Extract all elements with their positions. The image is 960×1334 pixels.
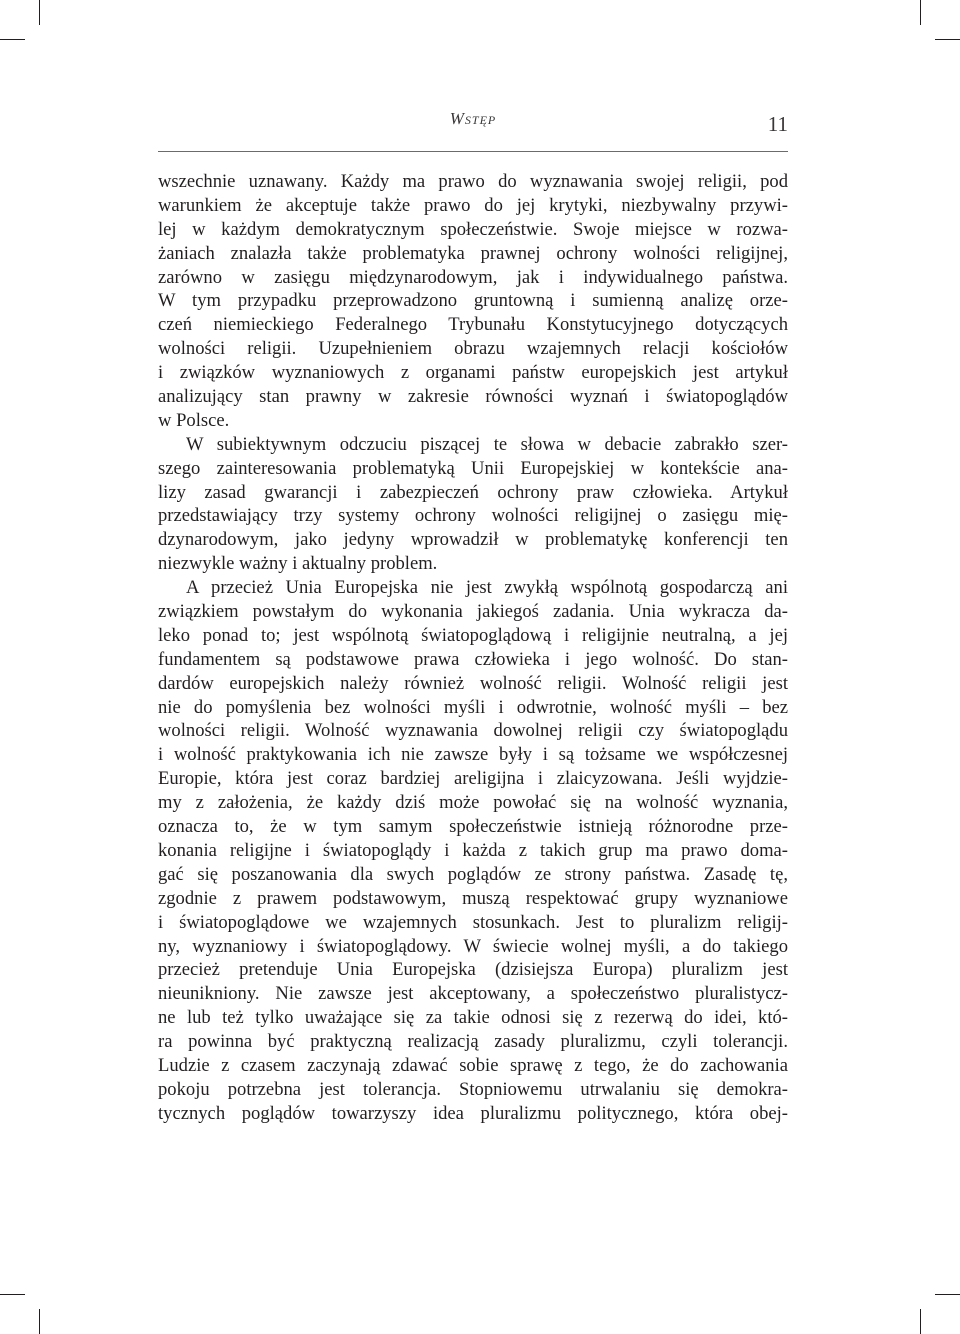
text-line: i związków wyznaniowych z organami państw europejskich jest artykuł [158, 362, 788, 384]
text-line: w Polsce. [158, 409, 230, 431]
text-line: zarówno w zasięgu międzynarodowym, jak i indywidualnego państwa. [158, 266, 788, 288]
crop-mark [39, 0, 40, 25]
header-rule [158, 151, 788, 152]
text-line: czeń niemieckiego Federalnego Trybunału Konstytucyjnego dotyczących [158, 314, 788, 336]
text-line: i światopoglądowe we wzajemnych stosunkach. Jest to pluralizm religij- [158, 911, 788, 933]
text-line: tycznych poglądów towarzyszy idea pluralizmu politycznego, która obej- [158, 1102, 788, 1124]
text-line: wszechnie uznawany. Każdy ma prawo do wyznawania swojej religii, pod [158, 171, 788, 192]
text-line: analizujący stan prawny w zakresie równości wyznań i światopoglądów [158, 386, 788, 408]
text-line: ny, wyznaniowy i światopoglądowy. W świecie wolnej myśli, a do takiego [158, 935, 788, 957]
crop-mark [39, 1309, 40, 1334]
text-line: przecież pretenduje Unia Europejska (dzisiejsza Europa) pluralizm jest [158, 959, 788, 981]
text-line: przedstawiający trzy systemy ochrony wolności religijnej o zasięgu mię- [158, 505, 788, 527]
text-line: lizy zasad gwarancji i zabezpieczeń ochrony praw człowieka. Artykuł [158, 481, 788, 503]
text-line: nie do pomyślenia bez wolności myśli i odwrotnie, wolność myśli – bez [158, 696, 788, 718]
text-line: dzynarodowym, jako jedyny wprowadził w problematykę konferencji ten [158, 529, 788, 551]
text-line: Europie, która jest coraz bardziej areligijna i zlaicyzowana. Jeśli wyjdzie- [158, 768, 788, 790]
crop-mark [920, 0, 921, 25]
text-line: fundamentem są podstawowe prawa człowieka i jego wolność. Do stan- [158, 648, 788, 670]
text-line: i wolność praktykowania ich nie zawsze były i są tożsame we współczesnej [158, 744, 788, 766]
text-line: lej w każdym demokratycznym społeczeństwie. Swoje miejsce w rozwa- [158, 218, 788, 240]
crop-mark [920, 1309, 921, 1334]
text-line: Ludzie z czasem zaczynają zdawać sobie sprawę z tego, że do zachowania [158, 1054, 788, 1076]
page-number: 11 [767, 112, 788, 136]
crop-mark [0, 39, 25, 40]
text-line: ra powinna być praktyczną realizacją zasady pluralizmu, czyli tolerancji. [158, 1031, 788, 1053]
text-line: wolności religii. Wolność wyznawania dowolnej religii czy światopoglądu [158, 720, 788, 742]
text-line: niezwykle ważny i aktualny problem. [158, 553, 438, 575]
text-line: dardów europejskich należy również wolność religii. Wolność religii jest [158, 672, 788, 694]
text-line: W subiektywnym odczuciu piszącej te słowa w debacie zabrakło szer- [186, 433, 788, 455]
crop-mark [935, 1294, 960, 1295]
crop-mark [935, 39, 960, 40]
text-line: konania religijne i światopoglądy i każda z takich grup ma prawo doma- [158, 839, 788, 861]
text-line: zgodnie z prawem podstawowym, muszą respektować grupy wyznaniowe [158, 887, 788, 909]
text-line: ne lub też tylko uważające się za takie odnosi się z rezerwą do idei, któ- [158, 1007, 788, 1029]
text-line: nieunikniony. Nie zawsze jest akceptowany, a społeczeństwo pluralistycz- [158, 983, 788, 1005]
text-line: gać się poszanowania dla swych poglądów ze strony państwa. Zasadę tę, [158, 863, 788, 885]
text-line: szego zainteresowania problematyką Unii Europejskiej w kontekście ana- [158, 457, 788, 479]
text-line: A przecież Unia Europejska nie jest zwykłą wspólnotą gospodarczą ani [186, 577, 788, 599]
text-line: my z założenia, że każdy dziś może powołać się na wolność wyznania, [158, 792, 788, 814]
text-line: żaniach znalazła także problematyka prawnej ochrony wolności religijnej, [158, 242, 788, 264]
text-line: W tym przypadku przeprowadzono gruntowną i sumienną analizę orze- [158, 290, 788, 312]
crop-mark [0, 1294, 25, 1295]
running-head-title: Wstęp [449, 109, 497, 128]
body-text [158, 170, 788, 1126]
text-line: warunkiem że akceptuje także prawo do jej krytyki, niezbywalny przywi- [158, 194, 788, 216]
text-line: związkiem powstałym do wykonania jakiegoś zadania. Unia wykracza da- [158, 601, 788, 623]
text-line: leko ponad to; jest wspólnotą światopoglądową i religijnie neutralną, a jej [158, 624, 788, 646]
text-line: wolności religii. Uzupełnieniem obrazu wzajemnych relacji kościołów [158, 338, 788, 360]
text-line: oznacza to, że w tym samym społeczeństwie istnieją różnorodne prze- [158, 816, 788, 838]
text-line: pokoju potrzebna jest tolerancja. Stopniowemu utrwalaniu się demokra- [158, 1078, 788, 1100]
